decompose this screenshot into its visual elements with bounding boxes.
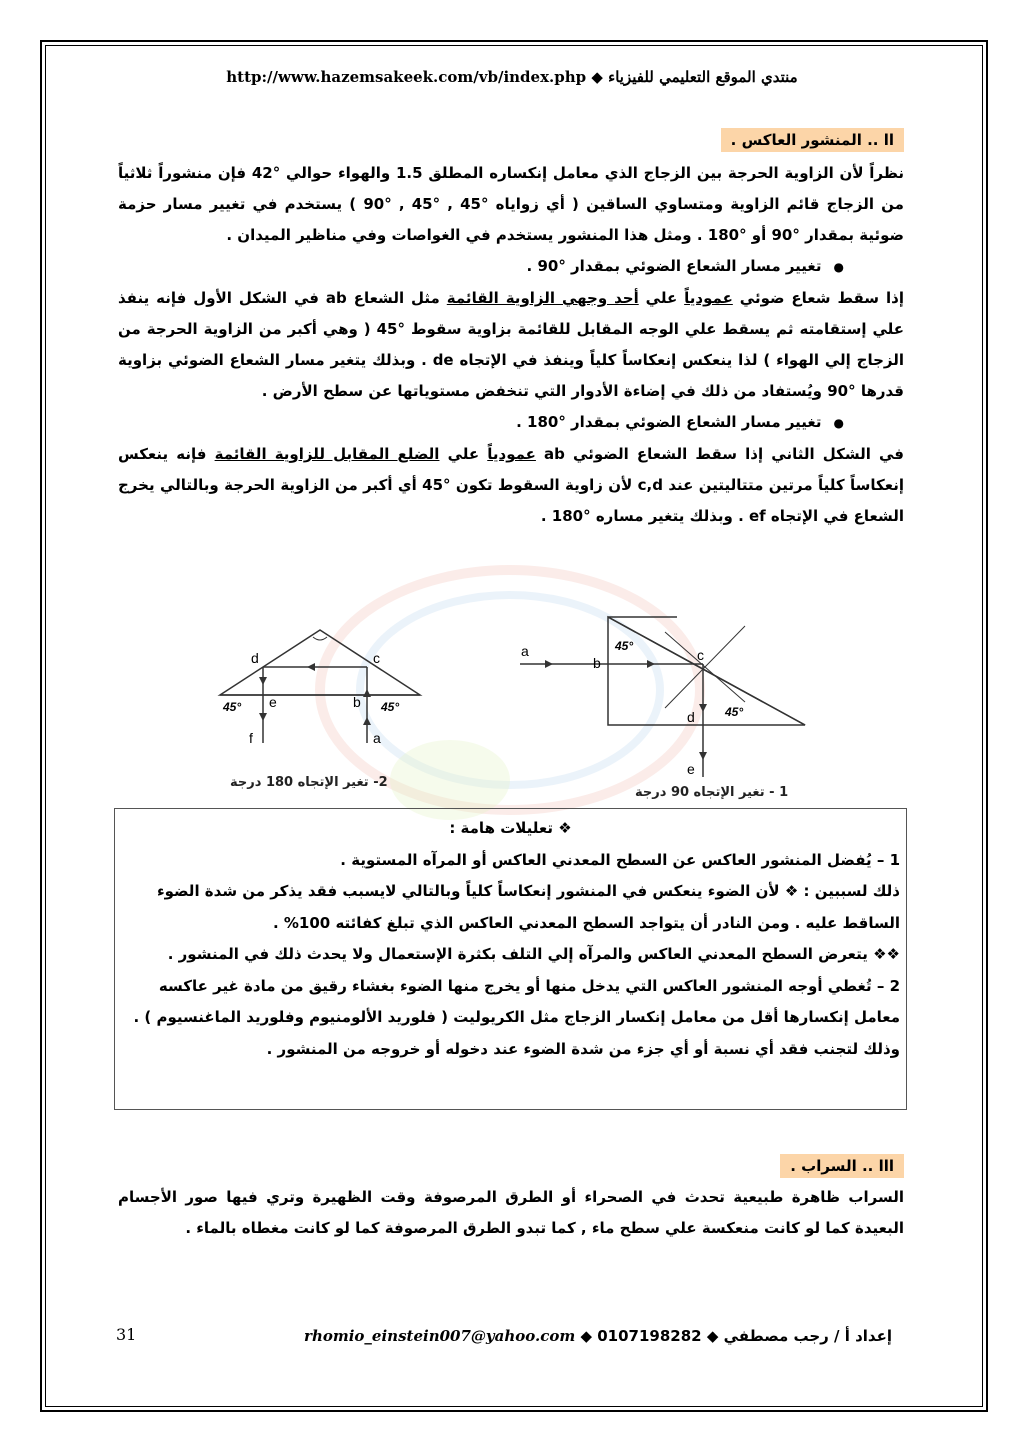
- footer-author: إعداد أ / رجب مصطفي: [723, 1327, 892, 1345]
- diamond-icon: ◆: [575, 1327, 592, 1345]
- label-b: b: [353, 694, 361, 710]
- underlined-text: أحد وجهي الزاوية القائمة: [446, 289, 639, 307]
- text-run: علي: [439, 445, 488, 463]
- note-2-reason: وذلك لتجنب فقد أي نسبة أو أي جزء من شدة الضوء عند دخوله أو خروجه من المنشور .: [266, 1039, 900, 1058]
- section-title-mirage: ااا .. السراب .: [780, 1154, 904, 1178]
- page-footer: [60, 1325, 960, 1355]
- paragraph-intro: نظراً لأن الزاوية الحرجة بين الزجاج الذي معامل إنكساره المطلق 1.5 والهواء حوالي °42 فإن منشوراً ثلاثياً من الزجاج قائم الزاوية ومتساوي الساقين ( أي زواياه °45 , °45 , °90 ) يستخدم في تغيير مسار حزمة ضوئية بمقدار °90 أو °180 . ومثل هذا المنشور يستخدم في الغواصات وفي مناظير الميدان .: [118, 164, 905, 244]
- diagram-180-degree: [215, 625, 425, 755]
- text-run: فإنه ينعكس إنعكاساً كلياً مرتين متتاليتين عند c,d لأن زاوية السقوط تكون °45 أي أكبر من الزاوية الحرجة وبالتالي يخرج الشعاع في الإتجاه ef . وبذلك يتغير مساره °180 .: [118, 445, 905, 525]
- section-mirage: [118, 1154, 904, 1244]
- text-run: إذا سقط شعاع ضوئي: [732, 289, 904, 307]
- prism-90-hypotenuse: [515, 612, 815, 782]
- label-a: a: [373, 730, 381, 746]
- bullet-180: ● تغيير مسار الشعاع الضوئي بمقدار °180 .: [118, 407, 904, 439]
- label-d: d: [251, 650, 259, 666]
- paragraph-180: [118, 439, 904, 532]
- text-run: مثل الشعاع ab في الشكل الأول فإنه ينفذ علي إستقامته ثم يسقط علي الوجه المقابل للقائمة بزاوية سقوط °45 ( وهي أكبر من الزاوية الحرجة من الزجاج إلي الهواء ) لذا ينعكس إنعكاساً كلياً وينفذ في الإتجاه de . وبذلك يتغير مسار الشعاع الضوئي بزاوية قدرها °90 ويُستفاد من ذلك في إضاءة الأدوار التي تنخفض مستوياتها عن سطح الأرض .: [118, 289, 904, 400]
- note-1-reason-2: ❖❖ يتعرض السطح المعدني العاكس والمرآه إلي التلف بكثرة الإستعمال ولا يحدث ذلك في المنشور .: [167, 945, 900, 963]
- underlined-text: عمودياً: [487, 445, 536, 463]
- label-b: b: [593, 655, 601, 671]
- label-e: e: [687, 761, 695, 777]
- label-a: a: [521, 643, 529, 659]
- note-2: 2 – تُغطي أوجه المنشور العاكس التي يدخل منها أو يخرج منها الضوء بغشاء رقيق من مادة غير عاكسه معامل إنكسارها أقل من معامل إنكسار الزجاج مثل الكريوليت ( فلوريد الألومنيوم وفلوريد الماغنسيوم ) .: [133, 976, 900, 1026]
- label-e: e: [269, 694, 277, 710]
- paragraph-mirage: السراب ظاهرة طبيعية تحدث في الصحراء أو الطرق المرصوفة وقت الظهيرة وتري فيها صور الأجسام البعيدة كما لو كانت منعكسة علي سطح ماء , كما تبدو الطرق المرصوفة كما لو كانت مغطاه بالماء .: [118, 1188, 904, 1237]
- note-1: 1 – يُفضل المنشور العاكس عن السطح المعدني العاكس أو المرآه المستوية .: [340, 850, 900, 869]
- bullet-90: ● تغيير مسار الشعاع الضوئي بمقدار °90 .: [118, 251, 904, 283]
- footer-credits: [304, 1327, 892, 1345]
- diamond-icon: ◆: [591, 68, 609, 86]
- footer-email: rhomio_einstein007@yahoo.com: [304, 1327, 576, 1345]
- section-reflecting-prism: [118, 128, 904, 532]
- label-c: c: [697, 647, 704, 663]
- note-1-reason: ذلك لسببين : ❖ لأن الضوء ينعكس في المنشور إنعكاساً كلياً وبالتالي لايسبب فقد يذكر من شدة الضوء الساقط عليه . ومن النادر أن يتواجد السطح المعدني العاكس الذي تبلغ كفائته 100% .: [156, 882, 900, 932]
- label-f: f: [249, 730, 253, 746]
- label-angle-left: 45°: [223, 700, 242, 714]
- footer-phone: 0107198282: [597, 1327, 702, 1345]
- label-angle-bottom: 45°: [725, 705, 744, 719]
- page-header: [60, 68, 964, 86]
- caption-90: 1 - تغير الإتجاه 90 درجة: [635, 785, 789, 800]
- label-d: d: [687, 709, 695, 725]
- label-angle-right: 45°: [381, 700, 400, 714]
- text-run: في الشكل الثاني إذا سقط الشعاع الضوئي ab: [535, 445, 905, 463]
- page-number: 31: [116, 1325, 137, 1344]
- important-notes-box: [114, 808, 907, 1110]
- paragraph-90: [118, 283, 904, 407]
- underlined-text: عمودياً: [684, 289, 733, 307]
- caption-180: 2- تغير الإتجاه 180 درجة: [230, 775, 388, 790]
- section-title: اا .. المنشور العاكس .: [721, 128, 904, 152]
- underlined-text: الضلع المقابل للزاوية القائمة: [214, 445, 440, 463]
- diamond-icon: ◆: [701, 1327, 719, 1345]
- notes-heading: ❖ تعليلات هامة :: [449, 819, 572, 837]
- prism-180-svg: [215, 625, 425, 755]
- label-c: c: [373, 650, 380, 666]
- label-angle-top: 45°: [615, 639, 634, 653]
- text-run: علي: [638, 289, 685, 307]
- header-forum: منتدي الموقع التعليمي للفيزياء: [608, 68, 798, 86]
- header-url: http://www.hazemsakeek.com/vb/index.php: [226, 68, 587, 86]
- diagram-90-degree: [515, 612, 815, 782]
